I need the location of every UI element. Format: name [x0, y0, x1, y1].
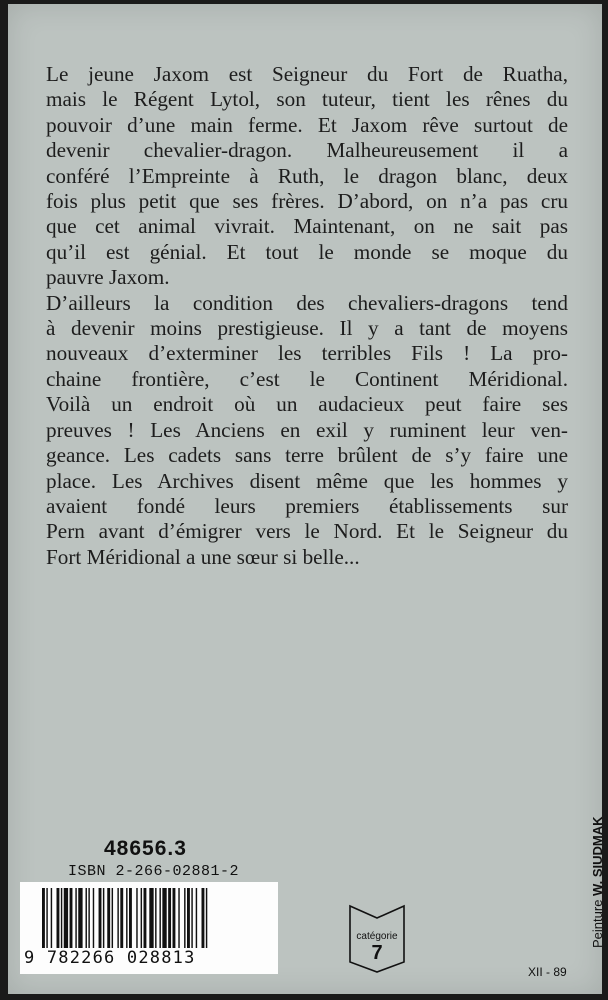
blurb-line: à devenir moins prestigieuse. Il y a tant de moyens: [46, 316, 568, 341]
category-label: catégorie: [356, 931, 398, 942]
blurb-line: conféré l’Empreinte à Ruth, le dragon blanc, deux: [46, 163, 568, 188]
blurb-line: Voilà un endroit où un audacieux peut faire ses: [46, 392, 568, 417]
blurb-line: Fort Méridional a une sœur si belle...: [46, 544, 360, 569]
blurb-line: Pern avant d’émigrer vers le Nord. Et le Seigneur du: [46, 519, 568, 544]
print-date: XII - 89: [528, 965, 567, 979]
blurb-text: [46, 62, 568, 570]
barcode: [20, 882, 278, 974]
blurb-line: fois plus petit que ses frères. D’abord, on n’a pas cru: [46, 189, 568, 214]
product-code: 48656.3: [104, 837, 187, 860]
blurb-line: geance. Les cadets sans terre brûlent de s’y faire une: [46, 443, 568, 468]
blurb-line: place. Les Archives disent même que les hommes y: [46, 468, 568, 493]
blurb-line: devenir chevalier-dragon. Malheureusement il a: [46, 138, 568, 163]
blurb-line: que cet animal vivrait. Maintenant, on ne sait pas: [46, 214, 568, 239]
blurb-line: pauvre Jaxom.: [46, 265, 170, 290]
blurb-line: avaient fondé leurs premiers établissements sur: [46, 493, 568, 518]
back-cover: [8, 4, 605, 994]
blurb-line: D’ailleurs la condition des chevaliers-dragons tend: [46, 290, 568, 315]
blurb-line: nouveaux d’exterminer les terribles Fils ! La pro-: [46, 341, 568, 366]
blurb-line: qu’il est génial. Et tout le monde se moque du: [46, 239, 568, 264]
cover-art-credit: [590, 817, 605, 949]
blurb-line: preuves ! Les Anciens en exil y ruminent leur ven-: [46, 417, 568, 442]
blurb-line: chaine frontière, c’est le Continent Méridional.: [46, 366, 568, 391]
credit-artist: W. SIUDMAK: [590, 816, 605, 896]
blurb-paragraph-1: [46, 62, 568, 291]
credit-prefix: Peinture: [590, 899, 605, 948]
blurb-line: mais le Régent Lytol, son tuteur, tient les rênes du: [46, 87, 568, 112]
blurb-line: pouvoir d’une main ferme. Et Jaxom rêve surtout de: [46, 112, 568, 137]
blurb-line: Le jeune Jaxom est Seigneur du Fort de Ruatha,: [46, 62, 568, 86]
blurb-paragraph-2: [46, 291, 568, 570]
category-number: 7: [371, 942, 383, 964]
barcode-digits: 9 782266 028813: [24, 948, 274, 968]
isbn-number: ISBN 2-266-02881-2: [68, 863, 240, 880]
